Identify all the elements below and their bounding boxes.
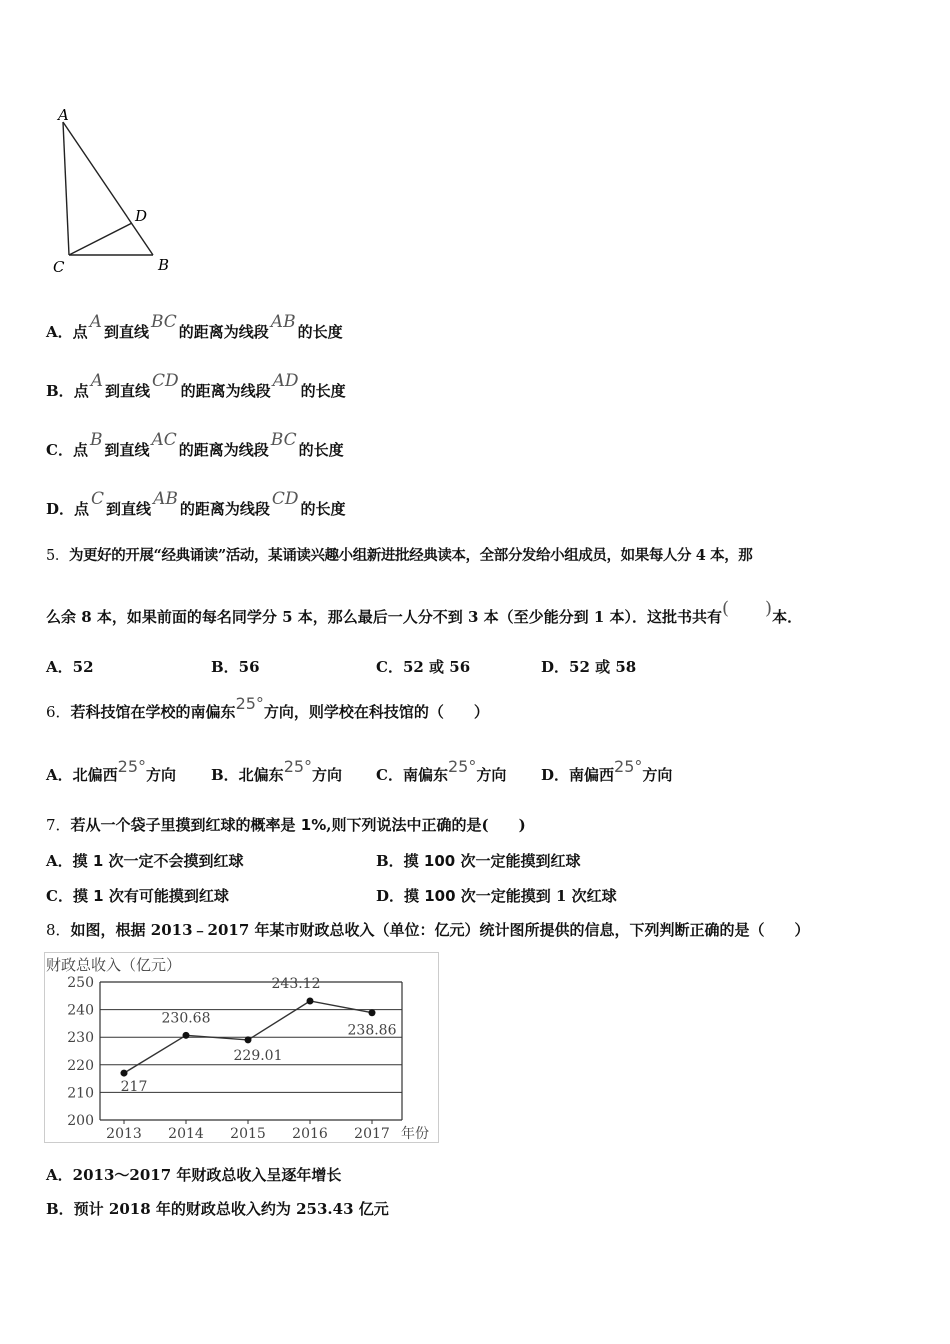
y-tick-label: 240 — [67, 1002, 94, 1019]
q5-option-b: B．56 — [211, 658, 260, 676]
data-point — [183, 1032, 190, 1039]
q7-question: 7．若从一个袋子里摸到红球的概率是 1%,则下列说法中正确的是( ) — [46, 816, 526, 834]
q8-option-b: B．预计 2018 年的财政总收入约为 253.43 亿元 — [46, 1200, 389, 1218]
label-c: C — [53, 258, 65, 276]
q7-option-c: C．摸 1 次有可能摸到红球 — [46, 887, 229, 905]
x-tick-label: 2013 — [106, 1126, 142, 1142]
triangle-figure — [40, 100, 180, 280]
data-point — [245, 1036, 252, 1043]
q6-option-b: B．北偏东25°方向 — [211, 757, 343, 784]
label-a: A — [58, 106, 69, 124]
q7-option-a: A．摸 1 次一定不会摸到红球 — [46, 852, 244, 870]
data-label: 230.68 — [161, 1010, 211, 1027]
segment-cd — [69, 223, 132, 255]
q5-option-d: D．52 或 58 — [541, 658, 637, 676]
x-tick-label: 2016 — [292, 1126, 328, 1142]
data-point — [369, 1009, 376, 1016]
data-label: 229.01 — [233, 1047, 283, 1064]
q5-option-a: A．52 — [46, 658, 94, 676]
chart-title: 财政总收入（亿元） — [46, 956, 182, 974]
q8-option-a: A．2013～2017 年财政总收入呈逐年增长 — [46, 1166, 342, 1184]
q7-option-d: D．摸 100 次一定能摸到 1 次红球 — [376, 887, 617, 905]
x-axis-label: 年份 — [401, 1126, 429, 1142]
x-tick-label: 2015 — [230, 1126, 266, 1142]
revenue-line-chart — [44, 952, 440, 1144]
data-label: 238.86 — [347, 1022, 397, 1039]
y-tick-label: 210 — [67, 1085, 94, 1102]
y-tick-label: 220 — [67, 1057, 94, 1074]
label-b: B — [158, 256, 170, 274]
q4-option-d: D．点 C 到直线 AB 的距离为线段 CD 的长度 — [46, 489, 346, 518]
q6-question: 6．若科技馆在学校的南偏东25°方向，则学校在科技馆的（ ） — [46, 694, 489, 721]
q7-option-b: B．摸 100 次一定能摸到红球 — [376, 852, 581, 870]
q5-line2: 么余 8 本，如果前面的每名同学分 5 本，那么最后一人分不到 3 本（至少能分到 1 本）．这批书共有( )本． — [46, 598, 803, 626]
y-tick-label: 230 — [67, 1030, 94, 1047]
q4-option-a: A．点 A 到直线 BC 的距离为线段 AB 的长度 — [46, 312, 343, 341]
q5-option-c: C．52 或 56 — [376, 658, 471, 676]
segment-ac — [63, 122, 69, 255]
x-tick-label: 2017 — [354, 1126, 390, 1142]
x-tick-label: 2014 — [168, 1126, 204, 1142]
q4-option-c: C．点 B 到直线 AC 的距离为线段 BC 的长度 — [46, 430, 344, 459]
q5-line1: 5．为更好的开展“经典诵读”活动，某诵读兴趣小组新进批经典读本，全部分发给小组成员，如果每人分 4 本，那 — [46, 547, 753, 564]
q4-option-b: B．点 A 到直线 CD 的距离为线段 AD 的长度 — [46, 371, 346, 400]
q8-question: 8．如图，根据 2013﹣2017 年某市财政总收入（单位：亿元）统计图所提供的信息，下列判断正确的是（ ） — [46, 921, 810, 939]
data-label: 217 — [120, 1079, 148, 1096]
data-point — [307, 997, 314, 1004]
y-tick-label: 200 — [67, 1113, 94, 1129]
y-tick-label: 250 — [67, 975, 94, 991]
data-point — [121, 1070, 128, 1077]
q6-option-d: D．南偏西25°方向 — [541, 757, 673, 784]
q6-option-c: C．南偏东25°方向 — [376, 757, 507, 784]
label-d: D — [135, 207, 148, 225]
q6-option-a: A．北偏西25°方向 — [46, 757, 177, 784]
data-label: 243.12 — [271, 975, 321, 992]
